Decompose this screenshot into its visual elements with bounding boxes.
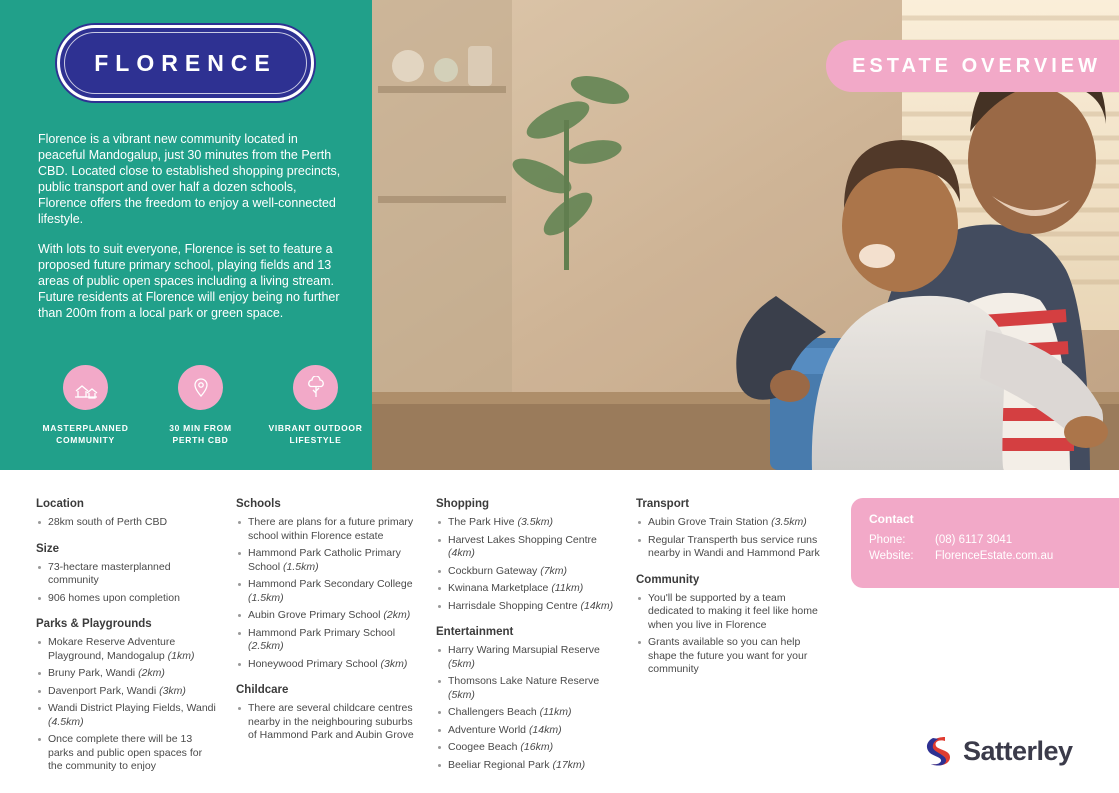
estate-overview-tab bbox=[826, 40, 1119, 92]
entertainment-item-4-text: Coogee Beach bbox=[448, 741, 521, 753]
contact-phone-value[interactable]: (08) 6117 3041 bbox=[935, 534, 1013, 546]
parks-item-2-text: Davenport Park, Wandi bbox=[48, 684, 160, 697]
list-item bbox=[236, 547, 416, 574]
schools-item-2-note: (1.5km) bbox=[248, 591, 284, 604]
list-item bbox=[436, 724, 621, 738]
list-item bbox=[436, 565, 621, 579]
contact-website-label: Website: bbox=[869, 550, 914, 562]
list-item bbox=[36, 733, 216, 774]
list-transport bbox=[636, 516, 826, 561]
estate-overview-tab-label: ESTATE OVERVIEW bbox=[852, 54, 1101, 77]
contact-phone-row bbox=[869, 534, 1101, 546]
schools-item-4-note: (2.5km) bbox=[248, 640, 284, 652]
section-title-entertainment: Entertainment bbox=[436, 626, 514, 638]
column-transport-community bbox=[636, 498, 826, 681]
feature-label-0: MASTERPLANNED COMMUNITY bbox=[42, 423, 129, 445]
parks-item-3-text: Wandi District Playing Fields, Wandi bbox=[48, 702, 216, 714]
list-parks bbox=[36, 636, 216, 774]
masterplanned-community-icon bbox=[63, 365, 108, 410]
section-childcare bbox=[236, 684, 416, 743]
column-shopping-entertainment bbox=[436, 498, 621, 776]
list-item bbox=[236, 658, 416, 672]
feature-vibrant-outdoor-lifestyle bbox=[268, 365, 363, 446]
parks-item-4-text: Once complete there will be 13 parks and public open spaces for the community to enjoy bbox=[48, 733, 203, 772]
list-item bbox=[36, 636, 216, 663]
shopping-item-2-note: (7km) bbox=[540, 564, 568, 577]
parks-item-0-note: (1km) bbox=[167, 649, 195, 662]
section-parks bbox=[36, 618, 216, 774]
section-entertainment bbox=[436, 626, 621, 772]
contact-website-row bbox=[869, 550, 1101, 562]
list-item bbox=[36, 685, 216, 699]
entertainment-item-1-note: (5km) bbox=[448, 688, 475, 701]
transport-item-1-text: Regular Transperth bus service runs nearby in Wandi and Hammond Park bbox=[648, 533, 820, 559]
contact-phone-label: Phone: bbox=[869, 534, 906, 546]
list-community bbox=[636, 592, 826, 677]
feature-masterplanned-community bbox=[38, 365, 133, 446]
feature-label-2: VIBRANT OUTDOOR LIFESTYLE bbox=[268, 423, 363, 445]
entertainment-item-3-note: (14km) bbox=[528, 723, 562, 736]
satterley-logo bbox=[925, 735, 1073, 767]
section-title-shopping: Shopping bbox=[436, 498, 490, 510]
schools-item-5-note: (3km) bbox=[380, 657, 408, 670]
shopping-item-4-text: Harrisdale Shopping Centre bbox=[448, 599, 581, 612]
shopping-item-3-text: Kwinana Marketplace bbox=[448, 582, 552, 594]
contact-website-value[interactable]: FlorenceEstate.com.au bbox=[935, 550, 1054, 562]
entertainment-item-4-note: (16km) bbox=[520, 741, 554, 753]
list-item bbox=[436, 675, 621, 702]
list-schools bbox=[236, 516, 416, 671]
section-title-childcare: Childcare bbox=[236, 684, 289, 696]
parks-item-0-text: Mokare Reserve Adventure Playground, Mandogalup bbox=[48, 636, 176, 662]
section-transport bbox=[636, 498, 826, 561]
list-item bbox=[36, 592, 216, 606]
childcare-item-0-text: There are several childcare centres nearby in the neighbouring suburbs of Hammond Park and Aubin Grove bbox=[248, 702, 414, 741]
estate-logo-text: FLORENCE bbox=[94, 49, 277, 76]
teal-intro-panel bbox=[0, 0, 372, 470]
transport-item-0-note: (3.5km) bbox=[771, 516, 807, 528]
list-item bbox=[636, 516, 826, 530]
shopping-item-4-note: (14km) bbox=[580, 599, 614, 612]
schools-item-0-text: There are plans for a future primary school within Florence estate bbox=[248, 516, 414, 542]
entertainment-item-5-text: Beeliar Regional Park bbox=[448, 758, 553, 771]
feature-30-min-from-perth-cbd bbox=[153, 365, 248, 446]
list-entertainment bbox=[436, 644, 621, 772]
section-title-location: Location bbox=[36, 498, 84, 510]
list-item bbox=[436, 644, 621, 671]
schools-item-1-note: (1.5km) bbox=[283, 560, 319, 573]
list-item bbox=[636, 636, 826, 677]
community-item-1-text: Grants available so you can help shape the future you want for your community bbox=[648, 636, 808, 675]
parks-item-2-note: (3km) bbox=[159, 684, 186, 697]
list-location bbox=[36, 516, 216, 530]
list-item bbox=[636, 592, 826, 633]
parks-item-1-note: (2km) bbox=[138, 667, 165, 679]
list-childcare bbox=[236, 702, 416, 743]
column-schools-childcare bbox=[236, 498, 416, 747]
satterley-mark-icon bbox=[925, 735, 953, 767]
list-shopping bbox=[436, 516, 621, 613]
list-size bbox=[36, 561, 216, 606]
entertainment-item-0-note: (5km) bbox=[448, 657, 475, 670]
list-item bbox=[636, 534, 826, 561]
transport-item-0-text: Aubin Grove Train Station bbox=[648, 516, 772, 528]
intro-paragraph-1: Florence is a vibrant new community located in peaceful Mandogalup, just 30 minutes from the Perth CBD. Located close to established shopping precincts, public transport and over half a dozen schools, Florence offers the freedom to enjoy a well-connected lifestyle. bbox=[38, 132, 341, 226]
entertainment-item-0-text: Harry Waring Marsupial Reserve bbox=[448, 644, 600, 656]
entertainment-item-1-text: Thomsons Lake Nature Reserve bbox=[448, 675, 600, 687]
shopping-item-2-text: Cockburn Gateway bbox=[448, 564, 541, 577]
list-item bbox=[36, 702, 216, 729]
list-item bbox=[236, 516, 416, 543]
size-item-1: 906 homes upon completion bbox=[48, 591, 180, 604]
location-item-0: 28km south of Perth CBD bbox=[48, 516, 168, 528]
schools-item-5-text: Honeywood Primary School bbox=[248, 657, 381, 670]
estate-logo bbox=[57, 25, 314, 101]
list-item bbox=[436, 741, 621, 755]
parks-item-1-text: Bruny Park, Wandi bbox=[48, 667, 139, 679]
intro-copy bbox=[38, 131, 346, 335]
section-location bbox=[36, 498, 216, 530]
section-title-schools: Schools bbox=[236, 498, 281, 510]
list-item bbox=[36, 561, 216, 588]
shopping-item-0-text: The Park Hive bbox=[448, 516, 518, 528]
section-title-transport: Transport bbox=[636, 498, 690, 510]
list-item bbox=[436, 600, 621, 614]
entertainment-item-2-text: Challengers Beach bbox=[448, 706, 540, 718]
entertainment-item-5-note: (17km) bbox=[552, 758, 586, 771]
section-title-community: Community bbox=[636, 573, 700, 586]
list-item bbox=[436, 582, 621, 596]
list-item bbox=[436, 534, 621, 561]
section-title-parks: Parks & Playgrounds bbox=[36, 618, 152, 630]
list-item bbox=[436, 706, 621, 720]
list-item bbox=[236, 609, 416, 623]
shopping-item-1-text: Harvest Lakes Shopping Centre bbox=[448, 533, 597, 546]
schools-item-3-note: (2km) bbox=[383, 609, 411, 621]
schools-item-2-text: Hammond Park Secondary College bbox=[248, 578, 413, 590]
shopping-item-1-note: (4km) bbox=[448, 547, 475, 559]
list-item bbox=[236, 702, 416, 743]
section-community bbox=[636, 574, 826, 677]
list-item bbox=[236, 578, 416, 605]
list-item bbox=[36, 516, 216, 530]
entertainment-item-3-text: Adventure World bbox=[448, 723, 529, 736]
parks-item-3-note: (4.5km) bbox=[48, 715, 84, 728]
list-item bbox=[436, 516, 621, 530]
list-item bbox=[436, 759, 621, 773]
feature-icon-row bbox=[38, 365, 368, 446]
tree-outdoor-icon bbox=[293, 365, 338, 410]
column-location-size-parks bbox=[36, 498, 216, 778]
section-shopping bbox=[436, 498, 621, 613]
entertainment-item-2-note: (11km) bbox=[539, 706, 572, 718]
schools-item-3-text: Aubin Grove Primary School bbox=[248, 609, 384, 621]
schools-item-1-text: Hammond Park Catholic Primary School bbox=[248, 547, 401, 573]
section-title-size: Size bbox=[36, 542, 60, 555]
schools-item-4-text: Hammond Park Primary School bbox=[248, 626, 396, 639]
satterley-wordmark: Satterley bbox=[963, 735, 1073, 766]
shopping-item-3-note: (11km) bbox=[551, 582, 584, 594]
location-pin-icon bbox=[178, 365, 223, 410]
contact-card bbox=[851, 498, 1119, 588]
list-item bbox=[236, 627, 416, 654]
section-size bbox=[36, 543, 216, 606]
contact-title: Contact bbox=[869, 512, 914, 526]
shopping-item-0-note: (3.5km) bbox=[517, 516, 554, 528]
community-item-0-text: You'll be supported by a team dedicated to making it feel like home when you live in Florence bbox=[648, 591, 818, 631]
size-item-0: 73-hectare masterplanned community bbox=[48, 560, 171, 586]
intro-paragraph-2: With lots to suit everyone, Florence is set to feature a proposed future primary school, playing fields and 13 areas of public open spaces including a living stream. Future residents at Florence will enjoy being no further than 200m from a local park or green space. bbox=[38, 242, 340, 320]
list-item bbox=[36, 667, 216, 681]
section-schools bbox=[236, 498, 416, 671]
feature-label-1: 30 MIN FROM PERTH CBD bbox=[169, 423, 232, 445]
